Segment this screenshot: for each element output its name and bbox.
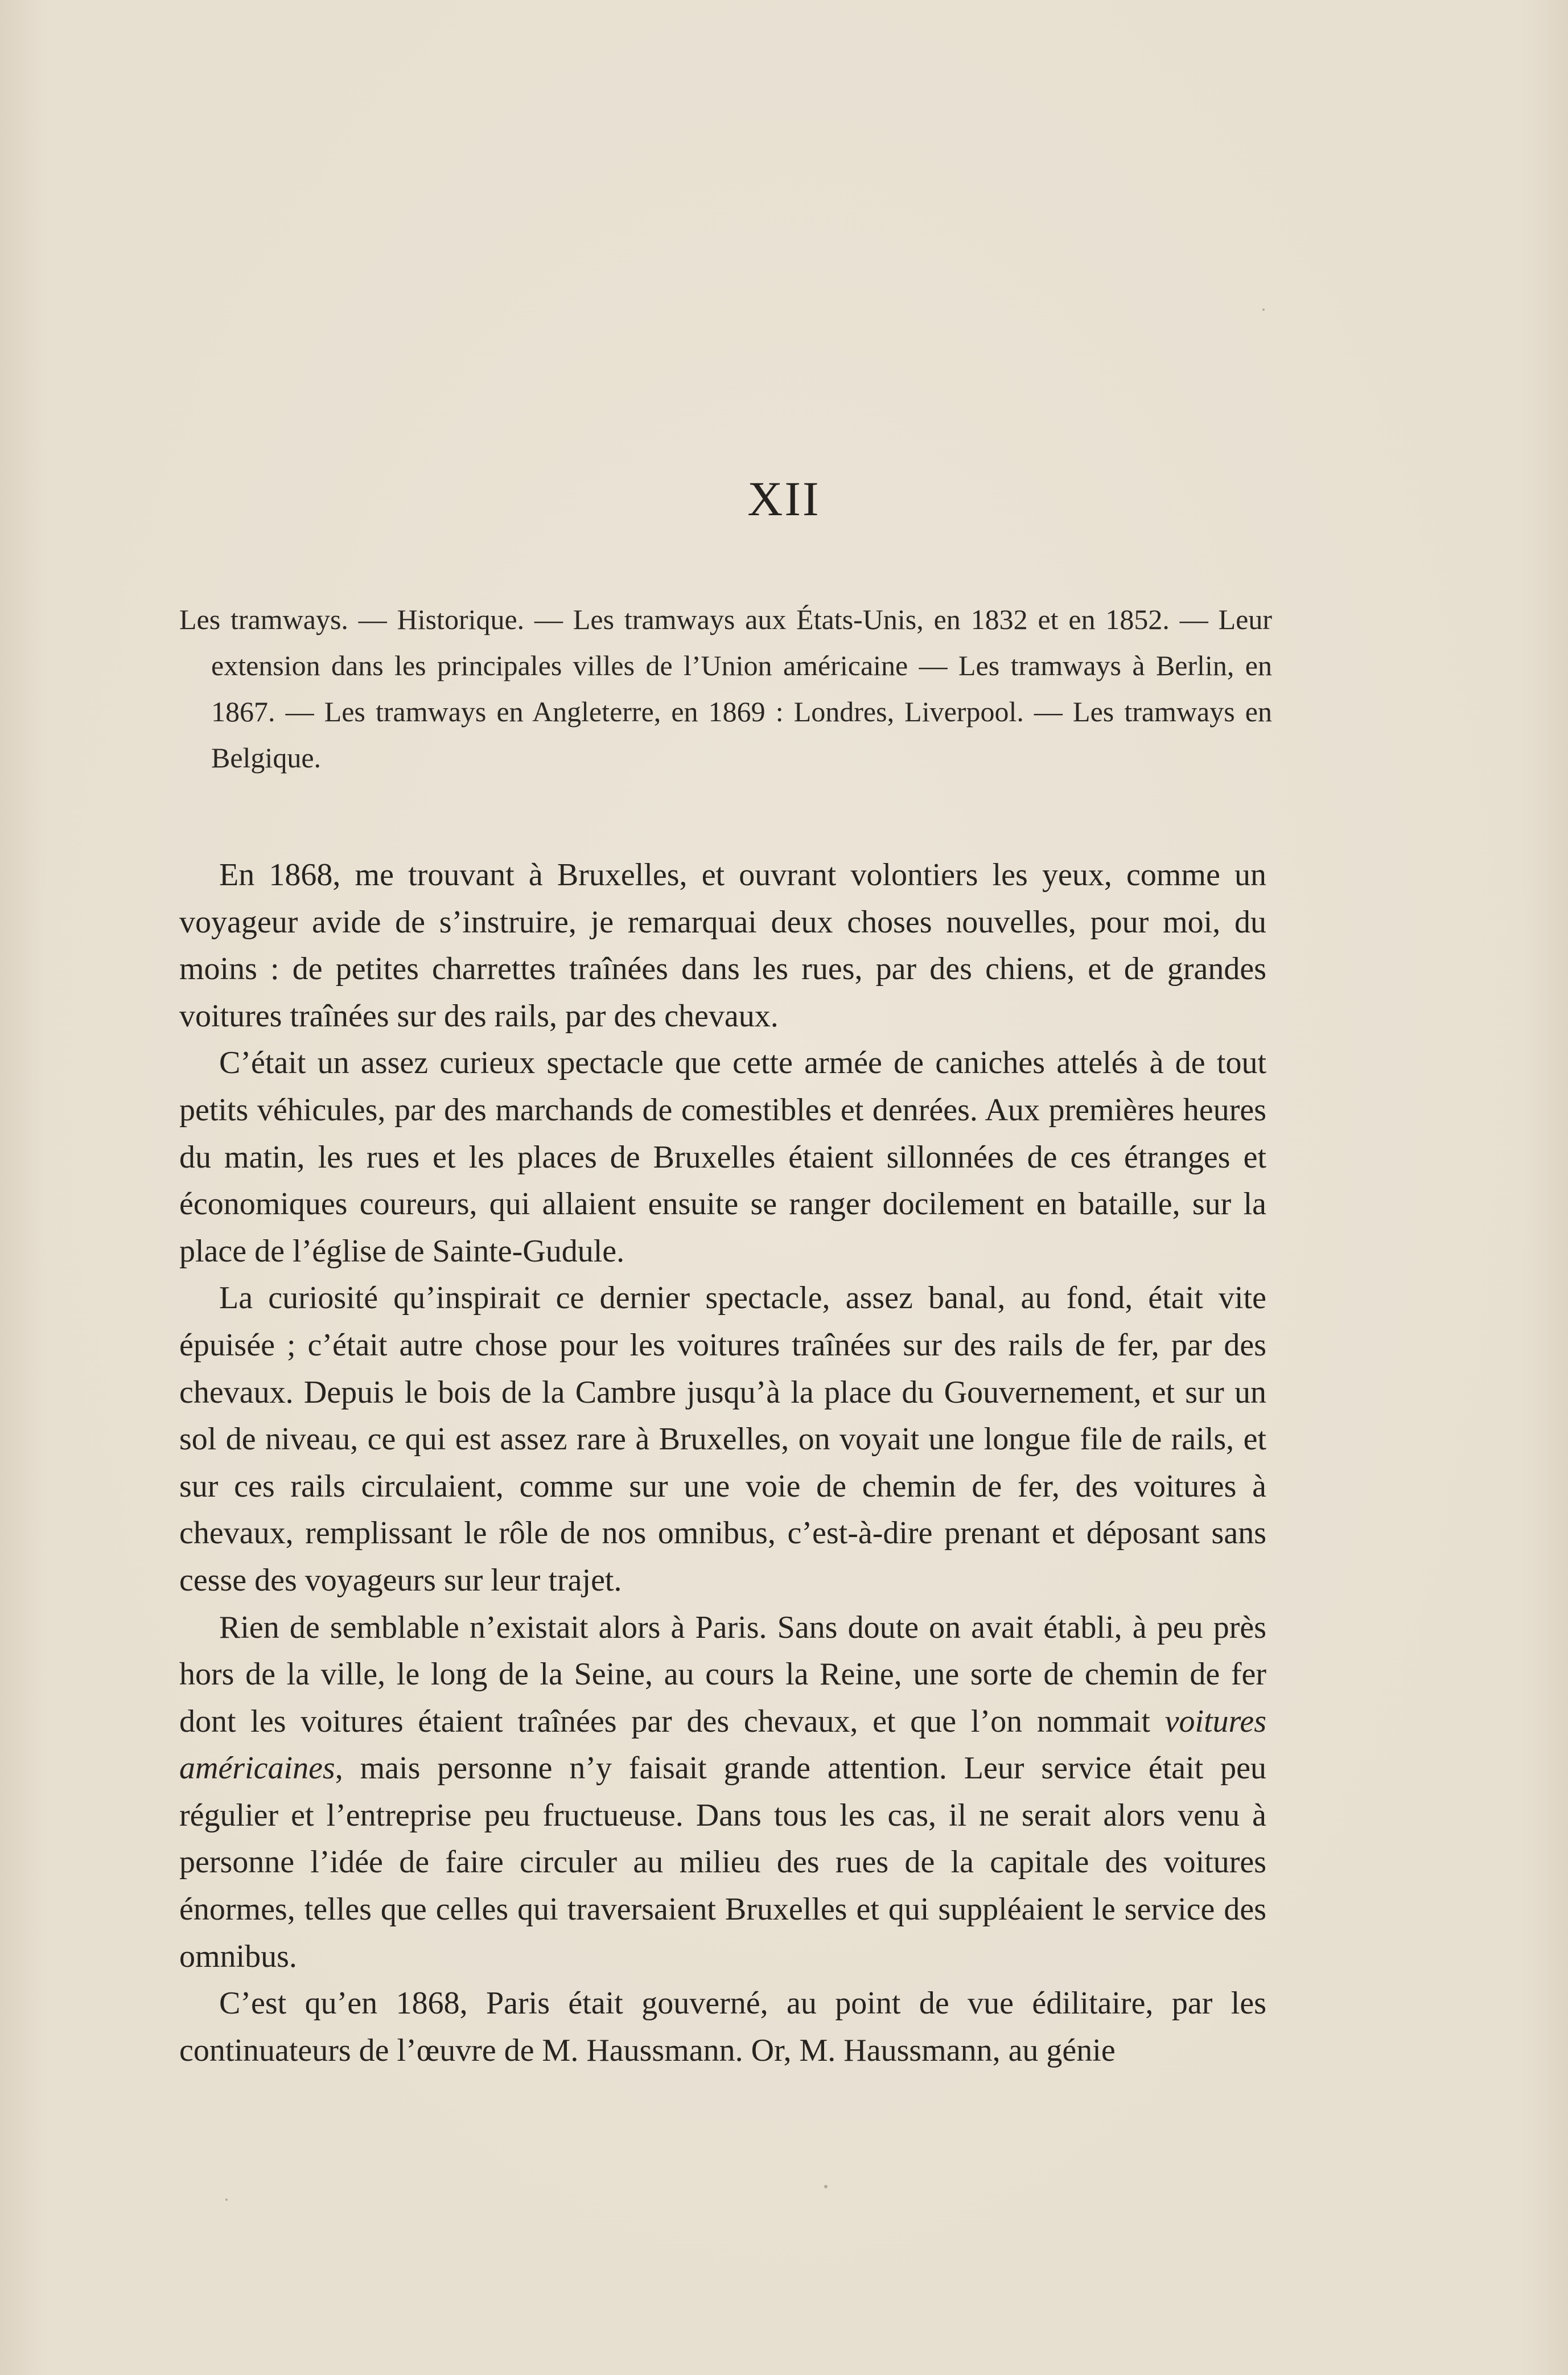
- paragraph-4-italic-term: voitures américaines: [179, 1703, 1266, 1786]
- paragraph-5: C’est qu’en 1868, Paris était gouverné, au point de vue édilitaire, par les continuateurs de l’œuvre de M. Haussmann. Or, M. Haussmann, au génie: [179, 1986, 1266, 2068]
- paragraph-4-end: , mais personne n’y faisait grande attention. Leur service était peu régulier et l’entreprise peu fructueuse. Dans tous les cas, il ne serait alors venu à personne l’idée de faire circuler au milieu des rues de la capitale des voitures énormes, telles que celles qui traversaient Bruxelles et qui suppléaient le service des omnibus.: [179, 1751, 1266, 1974]
- paragraph-1: En 1868, me trouvant à Bruxelles, et ouvrant volontiers les yeux, comme un voyageur avide de s’instruire, je remarquai deux choses nouvelles, pour moi, du moins : de petites charrettes traînées dans les rues, par des chiens, et de grandes voitures traînées sur des rails, par des chevaux.: [179, 857, 1266, 1034]
- paper-speck: [1262, 309, 1265, 311]
- body-text: [179, 852, 1266, 2074]
- chapter-summary: [179, 597, 1272, 781]
- paper-speck: [824, 2185, 828, 2188]
- paragraph-4: [179, 1604, 1266, 1980]
- paragraph-2: C’était un assez curieux spectacle que cette armée de caniches attelés à de tout petits véhicules, par des marchands de comestibles et denrées. Aux premières heures du matin, les rues et les places de Bruxelles étaient sillonnées de ces étranges et économiques coureurs, qui allaient ensuite se ranger docilement en bataille, sur la place de l’église de Sainte-Gudule.: [179, 1045, 1266, 1269]
- paper-speck: [225, 2199, 228, 2201]
- paragraph-4-start: Rien de semblable n’existait alors à Paris. Sans doute on avait établi, à peu près hors de la ville, le long de la Seine, au cours la Reine, une sorte de chemin de fer dont les voitures étaient traînées par des chevaux, et que l’on nommait: [179, 1609, 1266, 1739]
- paragraph-3: La curiosité qu’inspirait ce dernier spectacle, assez banal, au fond, était vite épuisée ; c’était autre chose pour les voitures traînées sur des rails de fer, par des chevaux. Depuis le bois de la Cambre jusqu’à la place du Gouvernement, et sur un sol de niveau, ce qui est assez rare à Bruxelles, on voyait une longue file de rails, et sur ces rails circulaient, comme sur une voie de chemin de fer, des voitures à chevaux, remplissant le rôle de nos omnibus, c’est-à-dire prenant et déposant sans cesse des voyageurs sur leur trajet.: [179, 1280, 1266, 1598]
- chapter-number: XII: [747, 471, 821, 526]
- chapter-summary-text: Les tramways. — Historique. — Les tramways aux États-Unis, en 1832 et en 1852. — Leur extension dans les principales villes de l’Union américaine — Les tramways à Berlin, en 1867. — Les tramways en Angleterre, en 1869 : Londres, Liverpool. — Les tramways en Belgique.: [179, 603, 1272, 774]
